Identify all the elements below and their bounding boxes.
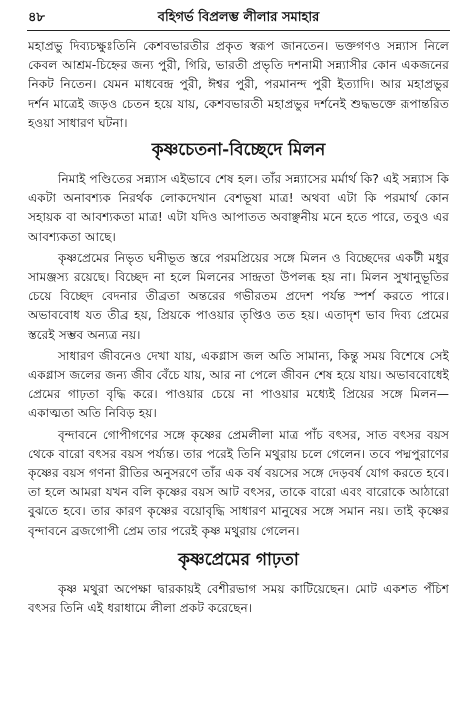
paragraph-5: কৃষ্ণ মথুরা অপেক্ষা দ্বারকায়ই বেশীরভাগ সময় কাটিয়েছেন। মোট একশত পঁচিশ বৎসর তিনি এই ধরাধামে লীলা প্রকট করেছেন। [28,581,449,616]
paragraph-3: সাধারণ জীবনেও দেখা যায়, একগ্লাস জল অতি সামান্য, কিন্তু সময় বিশেষে সেই একগ্লাস জলের জন্য জীব বেঁচে যায়, আর না পেলে জীবন শেষ হয়ে যায়। অভাববোধেই প্রেমের গাঢ়তা বৃদ্ধি করে। পাওয়ার চেয়ে না পাওয়ার মধ্যেই প্রিয়ের সঙ্গে মিলন— একাত্মতা অতি নিবিড় হয়। [28,348,449,421]
section-heading-2: কৃষ্ণপ্রেমের গাঢ়তা [178,549,299,570]
header-rule [27,30,450,31]
paragraph-4: বৃন্দাবনে গোপীগণের সঙ্গে কৃষ্ণের প্রেমলীলা মাত্র পাঁচ বৎসর, সাত বৎসর বয়স থেকে বারো বৎসর বয়স পর্য্যন্ত। তার পরেই তিনি মথুরায় চলে গেলেন। তবে পদ্মপুরাণের কৃষ্ণের বয়স গণনা রীতির অনুসরণে তাঁর এক বর্ষ বয়সের সঙ্গে দেড়বর্ষ যোগ করতে হবে। তা হলে আমরা যখন বলি কৃষ্ণের বয়স আট বৎসর, তাকে বারো এবং বারোকে আঠারো বুঝতে হবে। তার কারণ কৃষ্ণের বয়োবৃদ্ধি সাধারণ মানুষের সঙ্গে সমান নয়। তাই কৃষ্ণের বৃন্দাবনে ব্রজগোপী প্রেম তার পরেই কৃষ্ণ মথুরায় গেলেন। [28,427,449,538]
running-header [28,8,449,28]
page-number: ৪৮ [28,10,45,25]
intro-paragraph: মহাপ্রভু দিব্যচক্ষুঃতিনি কেশবভারতীর প্রকৃত স্বরূপ জানতেন। ভক্তগণও সন্ন্যাস নিলে কেবল আশ্রম-চিহ্নের জন্য পুরী, গিরি, ভারতী প্রভৃতি দশনামী সন্ন্যাসীর কোন একজনের নিকট নিতেন। যেমন মাধবেন্দ্র পুরী, ঈশ্বর পুরী, পরমানন্দ পুরী ইত্যাদি। আর মহাপ্রভুর দর্শন মাত্রেই জড়ও চেতন হয়ে যায়, কেশবভারতী মহাপ্রভুর দর্শনেই শুদ্ধভক্তে রূপান্তরিত হওয়া সাধারণ ঘটনা। [28,39,449,130]
paragraph-1: নিমাই পণ্ডিতের সন্ন্যাস এইভাবে শেষ হল। তাঁর সন্ন্যাসের মর্মার্থ কি? এই সন্ন্যাস কি একটা অনাবশ্যক নিরর্থক লোকদেখান বেশভূষা মাত্র! অথবা এটা কি পরমার্থ কোন সহায়ক বা আবশ্যকতা মাত্র! এটা যদিও আপাতত অবাঞ্ছনীয় মনে হতে পারে, তবুও এর আবশ্যকতা আছে। [28,172,449,244]
paragraph-2: কৃষ্ণপ্রেমের নিভৃত ঘনীভূত স্তরে পরমপ্রিয়ের সঙ্গে মিলন ও বিচ্ছেদের একটী মধুর সামঞ্জস্য রয়েছে। বিচ্ছেদ না হলে মিলনের সান্দ্রতা উপলব্ধ হয় না। মিলন সুখানুভূতির চেয়ে বিচ্ছেদ বেদনার তীব্রতা অন্তরের গভীরতম প্রদেশ পর্যন্ত স্পর্শ করতে পারে। অভাববোধ যত তীব্র হয়, প্রিয়কে পাওয়ার তৃপ্তিও তত হয়। এতাদৃশ ভাব দিব্য প্রেমের স্তরেই সম্ভব অন্যত্র নয়। [28,250,449,342]
section-heading-1: কৃষ্ণচেতনা-বিচ্ছেদে মিলন [151,140,326,161]
page-content [28,37,449,707]
book-title: বহিগর্ভ বিপ্রলম্ভ লীলার সমাহার [157,10,320,25]
